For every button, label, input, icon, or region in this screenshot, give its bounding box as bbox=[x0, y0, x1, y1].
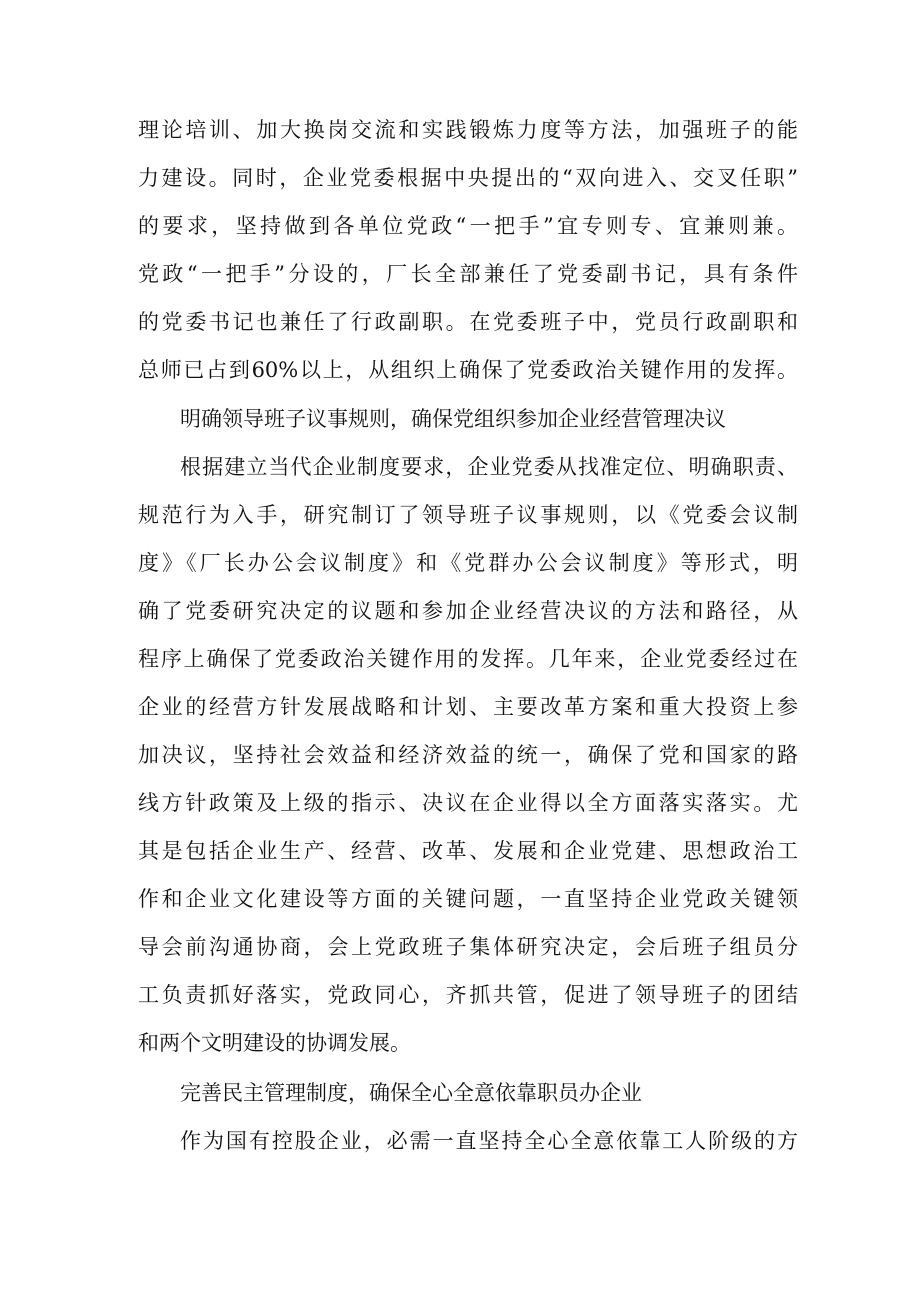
text-line-3: 的要求，坚持做到各单位党政“一把手”宜专则专、宜兼则兼。 bbox=[138, 214, 798, 238]
text-line-10: 度》《厂长办公会议制度》和《党群办公会议制度》等形式，明 bbox=[138, 551, 798, 575]
text-line-1: 理论培训、加大换岗交流和实践锻炼力度等方法，加强班子的能 bbox=[138, 118, 798, 142]
text-line-20: 和两个文明建设的协调发展。 bbox=[138, 1031, 411, 1055]
text-line-12: 程序上确保了党委政治关键作用的发挥。几年来，企业党委经过在 bbox=[138, 647, 798, 671]
text-line-18: 导会前沟通协商，会上党政班子集体研究决定，会后班子组员分 bbox=[138, 935, 798, 959]
text-line-5: 的党委书记也兼任了行政副职。在党委班子中，党员行政副职和 bbox=[138, 310, 798, 334]
text-line-19: 工负责抓好落实，党政同心，齐抓共管，促进了领导班子的团结 bbox=[138, 983, 798, 1007]
text-line-16: 其是包括企业生产、经营、改革、发展和企业党建、思想政治工 bbox=[138, 839, 798, 863]
text-line-13: 企业的经营方针发展战略和计划、主要改革方案和重大投资上参 bbox=[138, 695, 798, 719]
text-line-4: 党政“一把手”分设的，厂长全部兼任了党委副书记，具有条件 bbox=[138, 262, 798, 286]
text-line-6: 总师已占到60%以上，从组织上确保了党委政治关键作用的发挥。 bbox=[138, 358, 798, 382]
text-line-17: 作和企业文化建设等方面的关键问题，一直坚持企业党政关键领 bbox=[138, 887, 798, 911]
text-line-8: 根据建立当代企业制度要求，企业党委从找准定位、明确职责、 bbox=[180, 455, 798, 479]
text-line-9: 规范行为入手，研究制订了领导班子议事规则，以《党委会议制 bbox=[138, 503, 798, 527]
text-line-15: 线方针政策及上级的指示、决议在企业得以全方面落实落实。尤 bbox=[138, 791, 798, 815]
text-line-11: 确了党委研究决定的议题和参加企业经营决议的方法和路径，从 bbox=[138, 599, 798, 623]
text-line-2: 力建设。同时，企业党委根据中央提出的“双向进入、交叉任职” bbox=[138, 166, 798, 190]
section-heading-democratic-management: 完善民主管理制度，确保全心全意依靠职员办企业 bbox=[180, 1081, 642, 1105]
section-heading-leadership-rules: 明确领导班子议事规则，确保党组织参加企业经营管理决议 bbox=[180, 407, 726, 431]
text-line-14: 加决议，坚持社会效益和经济效益的统一，确保了党和国家的路 bbox=[138, 743, 798, 767]
text-line-22: 作为国有控股企业，必需一直坚持全心全意依靠工人阶级的方 bbox=[180, 1129, 798, 1153]
